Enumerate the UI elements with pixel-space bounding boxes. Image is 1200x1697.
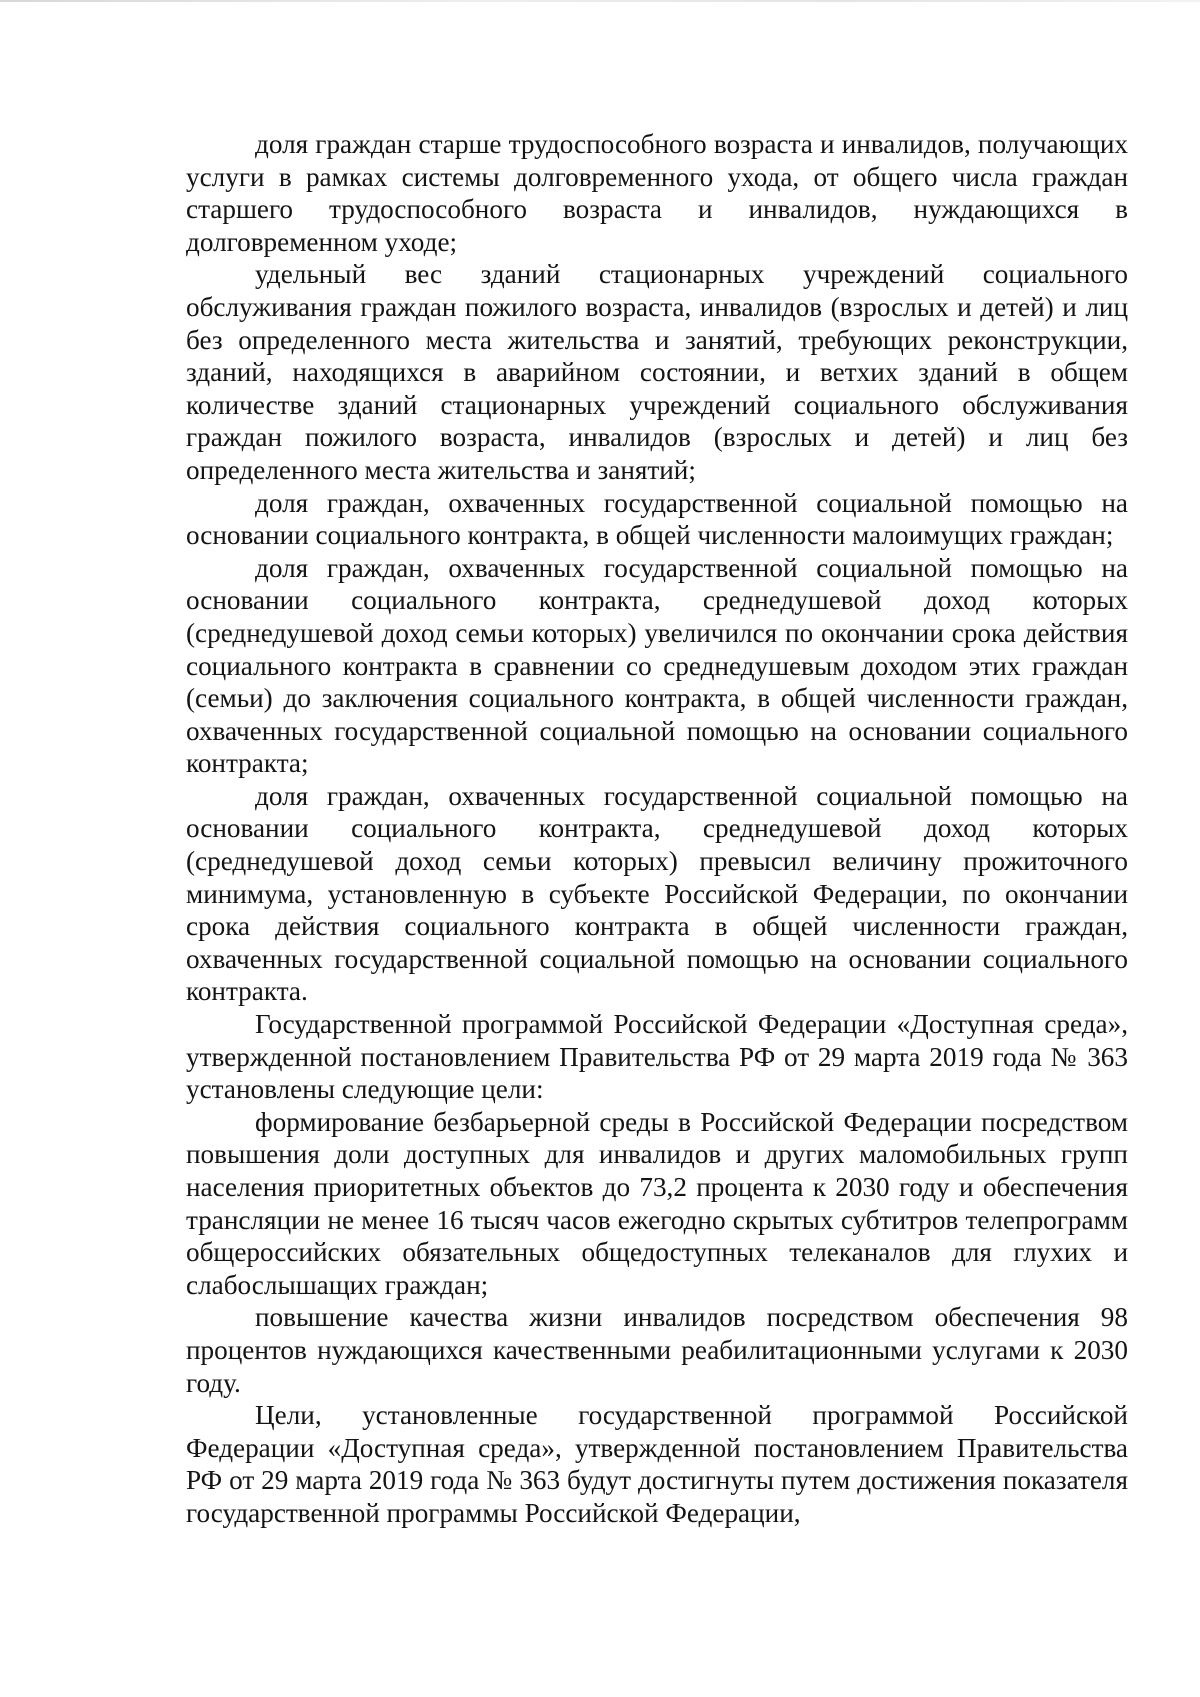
paragraph-3: доля граждан, охваченных государственной социальной помощью на основании социального контракта, в общей численности малоимущих граждан;: [186, 487, 1128, 551]
paragraph-8: повышение качества жизни инвалидов посредством обеспечения 98 процентов нуждающихся качественными реабилитационными услугами к 2030 году.: [186, 1302, 1128, 1398]
paragraph-7: формирование безбарьерной среды в Российской Федерации посредством повышения доли доступных для инвалидов и других маломобильных групп населения приоритетных объектов до 73,2 процента к 2030 году и обеспечения трансляции не менее 16 тысяч часов ежегодно скрытых субтитров телепрограмм общероссийских обязательных общедоступных телеканалов для глухих и слабослышащих граждан;: [186, 1106, 1128, 1300]
paragraph-1: доля граждан старше трудоспособного возраста и инвалидов, получающих услуги в рамках системы долговременного ухода, от общего числа граждан старшего трудоспособного возраста и инвалидов, нуждающихся в долговременном уходе;: [186, 129, 1128, 257]
document-body: [186, 128, 1128, 1530]
paragraph-2: удельный вес зданий стационарных учреждений социального обслуживания граждан пожилого возраста, инвалидов (взрослых и детей) и лиц без определенного места жительства и занятий, требующих реконструкции, зданий, находящихся в аварийном состоянии, и ветхих зданий в общем количестве зданий стационарных учреждений социального обслуживания граждан пожилого возраста, инвалидов (взрослых и детей) и лиц без определенного места жительства и занятий;: [186, 259, 1128, 485]
paragraph-6: Государственной программой Российской Федерации «Доступная среда», утвержденной постановлением Правительства РФ от 29 марта 2019 года № 363 установлены следующие цели:: [186, 1009, 1128, 1105]
scan-edge: [0, 0, 1200, 2]
paragraph-4: доля граждан, охваченных государственной социальной помощью на основании социального контракта, среднедушевой доход которых (среднедушевой доход семьи которых) увеличился по окончании срока действия социального контракта в сравнении со среднедушевым доходом этих граждан (семьи) до заключения социального контракта, в общей численности граждан, охваченных государственной социальной помощью на основании социального контракта;: [186, 552, 1128, 779]
paragraph-9: Цели, установленные государственной программой Российской Федерации «Доступная среда», утвержденной постановлением Правительства РФ от 29 марта 2019 года № 363 будут достигнуты путем достижения показателя государственной программы Российской Федерации,: [186, 1400, 1128, 1528]
paragraph-5: доля граждан, охваченных государственной социальной помощью на основании социального контракта, среднедушевой доход которых (среднедушевой доход семьи которых) превысил величину прожиточного минимума, установленную в субъекте Российской Федерации, по окончании срока действия социального контракта в общей численности граждан, охваченных государственной социальной помощью на основании социального контракта.: [186, 780, 1128, 1007]
